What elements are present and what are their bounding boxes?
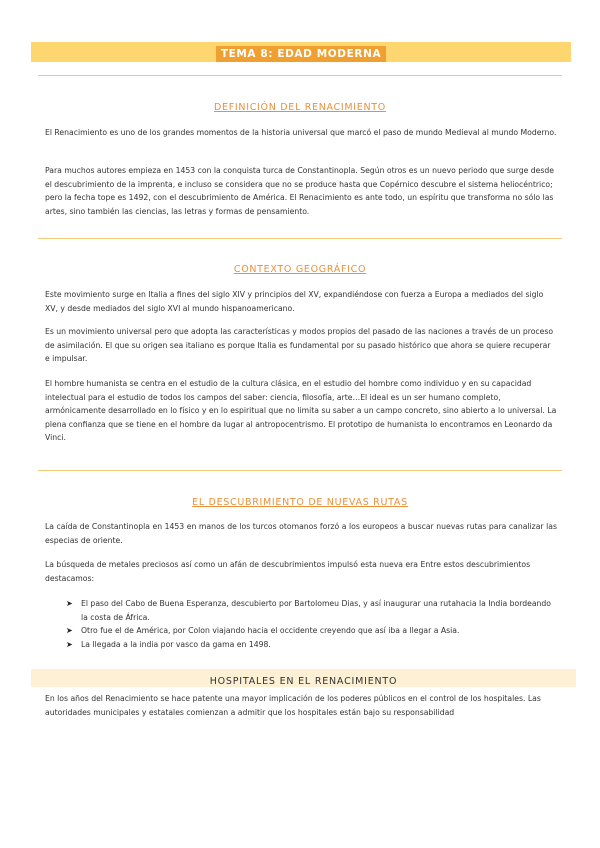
paragraph: En los años del Renacimiento se hace patente una mayor implicación de los poderes públicos en el control de los hospitales. Las autoridades municipales y estatales comienzan a admitir que los hospitales están bajo su responsabilidad — [45, 694, 541, 717]
title-bar — [31, 42, 571, 62]
paragraph: El Renacimiento es uno de los grandes momentos de la historia universal que marcó el paso de mundo Medieval al mundo Moderno. — [45, 128, 557, 137]
paragraph: Es un movimiento universal pero que adopta las características y modos propios del pasado de las naciones a través de un proceso de asimilación. El que su origen sea italiano es porque Italia es fundamental por su pasado histórico que ahora se quiere recuperar e impulsar. — [45, 327, 554, 363]
divider-rule — [38, 75, 562, 76]
arrow-bullet-icon: ➤ — [66, 639, 73, 649]
list-item — [66, 638, 558, 652]
section-title-definicion: DEFINICIÓN DEL RENACIMIENTO — [214, 102, 386, 113]
paragraph: El hombre humanista se centra en el estudio de la cultura clásica, en el estudio del hombre como individuo y en su capacidad intelectual para el estudio de todos los campos del saber: ciencia, filosofía, arte…El ideal es un ser humano completo, armónicamente desarrollado en lo físico y en lo espiritual que no limita su saber a un campo concreto, sino abierto a lo universal. La plena confianza que se tiene en el hombre da lugar al antropocentrismo. El prototipo de humanista lo encontramos en Leonardo da Vinci. — [45, 379, 557, 442]
divider-rule — [38, 238, 562, 239]
section-title-rutas: EL DESCUBRIMIENTO DE NUEVAS RUTAS — [192, 497, 408, 508]
paragraph: La caída de Constantinopla en 1453 en manos de los turcos otomanos forzó a los europeos a buscar nuevas rutas para canalizar las especias de oriente. — [45, 522, 557, 545]
paragraph: Este movimiento surge en Italia a fines del siglo XIV y principios del XV, expandiéndose con fuerza a Europa a mediados del siglo XV, y desde mediados del siglo XVI al mundo hispanoamericano. — [45, 290, 544, 313]
list-item — [66, 624, 558, 638]
paragraph: La búsqueda de metales preciosos así como un afán de descubrimientos impulsó esta nueva era Entre estos descubrimientos destacamos: — [45, 560, 531, 583]
arrow-bullet-icon: ➤ — [66, 626, 73, 635]
list-item-text: El paso del Cabo de Buena Esperanza, descubierto por Bartolomeu Dias, y así inaugurar una rutahacia la India bordeando la costa de África. — [81, 599, 551, 622]
page-title: TEMA 8: EDAD MODERNA — [216, 46, 386, 62]
arrow-bullet-icon: ➤ — [66, 599, 73, 608]
discoveries-list — [66, 597, 558, 651]
hospitales-header-bar — [31, 669, 576, 687]
list-item — [66, 597, 558, 624]
section-title-hospitales: HOSPITALES EN EL RENACIMIENTO — [209, 676, 398, 687]
list-item-text: La llegada a la india por vasco da gama en 1498. — [81, 639, 271, 649]
list-item-text: Otro fue el de América, por Colon viajando hacia el occidente creyendo que así iba a llegar a Asia. — [81, 626, 460, 635]
paragraph: Para muchos autores empieza en 1453 con la conquista turca de Constantinopla. Según otros es un nuevo periodo que surge desde el descubrimiento de la imprenta, e incluso se considera que no se produce hasta que Copérnico descubre el sistema heliocéntrico; pero la fecha tope es 1492, con el descubrimiento de América. El Renacimiento es ante todo, un espíritu que transforma no sólo las artes, sino también las ciencias, las letras y formas de pensamiento. — [45, 166, 555, 216]
section-title-contexto: CONTEXTO GEOGRÁFICO — [233, 264, 367, 275]
divider-rule — [38, 470, 562, 471]
